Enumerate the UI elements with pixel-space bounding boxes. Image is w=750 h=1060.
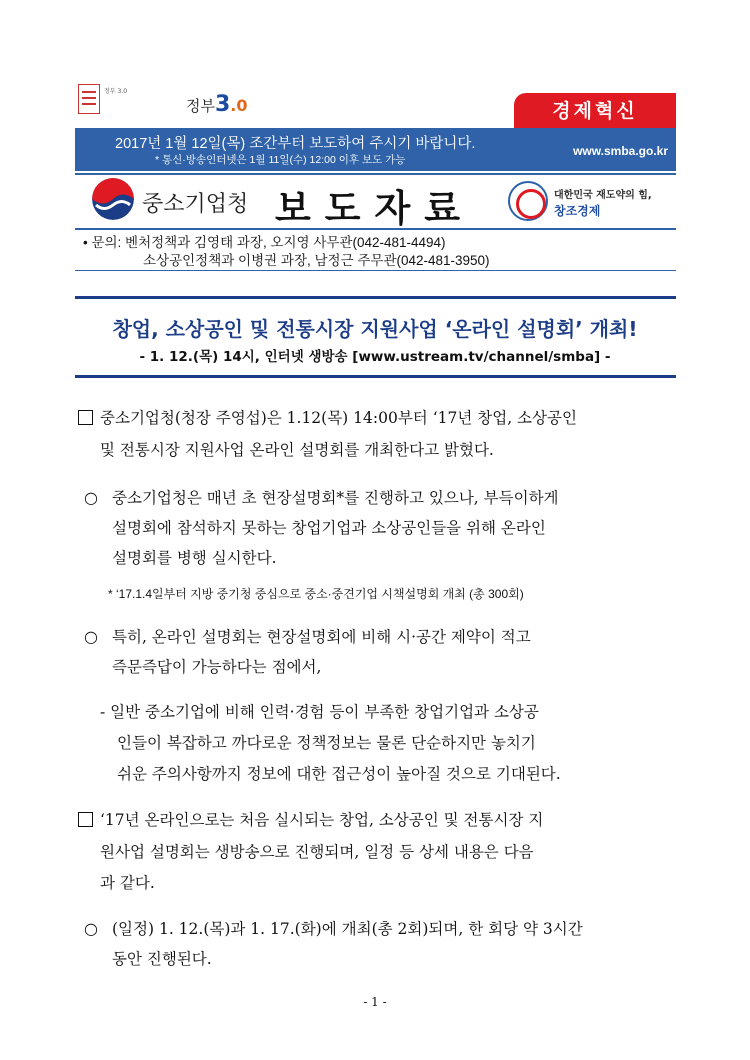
checkbox-bullet-icon (78, 410, 93, 425)
circle-bullet-icon: ○ (84, 627, 98, 646)
divider (75, 228, 676, 230)
circle-bullet-icon: ○ (84, 488, 98, 507)
paragraph-line: 인들이 복잡하고 까다로운 정책정보는 물론 단순하지만 놓치기 (117, 734, 536, 752)
gov30-logo: 정부3.0 (186, 92, 248, 117)
creative-economy-emblem-icon (508, 181, 548, 221)
paragraph-line: 설명회를 병행 실시한다. (112, 549, 277, 567)
divider (75, 270, 676, 271)
paragraph-line: ‘17년 온라인으로는 처음 실시되는 창업, 소상공인 및 전통시장 지 (100, 811, 544, 829)
page-number: - 1 - (363, 995, 387, 1009)
contact-line1: • 문의: 벤처정책과 김영태 과장, 오지영 사무관(042-481-4494) (83, 235, 446, 250)
paragraph-line: 및 전통시장 지원사업 온라인 설명회를 개최한다고 밝혔다. (100, 441, 494, 459)
embargo-note-text: * 통신·방송인터넷은 1월 11일(수) 12:00 이후 보도 가능 (155, 154, 406, 166)
agency-name: 중소기업청 (142, 192, 249, 217)
paragraph-line: 즉문즉답이 가능하다는 점에서, (112, 658, 322, 676)
headline-rule-top (75, 296, 676, 299)
circle-bullet-icon: ○ (84, 919, 98, 938)
paragraph-line: 중소기업청(청장 주영섭)은 1.12(목) 14:00부터 ‘17년 창업, 소상공인 (100, 409, 577, 427)
paragraph-line: 설명회에 참석하지 못하는 창업기업과 소상공인들을 위해 온라인 (112, 519, 546, 537)
headline-rule-bottom (75, 375, 676, 378)
checkbox-bullet-icon (78, 812, 93, 827)
category-badge: 경제혁신 (514, 93, 676, 128)
paragraph-line: 원사업 설명회는 생방송으로 진행되며, 일정 등 상세 내용은 다음 (100, 843, 534, 861)
website-url[interactable]: www.smba.go.kr (573, 144, 668, 158)
slogan-line1: 대한민국 재도약의 힘, (554, 190, 652, 201)
paragraph-line: - 일반 중소기업에 비해 인력·경험 등이 부족한 창업기업과 소상공 (100, 703, 539, 721)
subheadline: - 1. 12.(목) 14시, 인터넷 생방송 [www.ustream.tv/channel/smba] - (139, 349, 611, 365)
embargo-bar (75, 128, 676, 171)
paragraph-line: 동안 진행된다. (112, 950, 212, 968)
embargo-main-text: 2017년 1월 12일(목) 조간부터 보도하여 주시기 바랍니다. (115, 136, 476, 152)
footnote: * ‘17.1.4일부터 지방 중기청 중심으로 중소·중견기업 시책설명회 개최 (총 300회) (108, 587, 524, 601)
paragraph-line: 중소기업청은 매년 초 현장설명회*를 진행하고 있으나, 부득이하게 (112, 489, 559, 507)
government-logos (78, 84, 278, 122)
paragraph-line: 과 같다. (100, 874, 155, 892)
paragraph-line: 쉬운 주의사항까지 정보에 대한 접근성이 높아질 것으로 기대된다. (117, 765, 561, 783)
agency-emblem-icon (92, 178, 134, 220)
press-release-title: 보도자료 (275, 187, 474, 230)
divider (75, 173, 676, 175)
headline: 창업, 소상공인 및 전통시장 지원사업 ‘온라인 설명회’ 개최! (112, 317, 638, 341)
government-emblem-icon (78, 84, 100, 114)
gov30-caption: 정부 3.0 (104, 88, 128, 95)
paragraph-line: (일정) 1. 12.(목)과 1. 17.(화)에 개최(총 2회)되며, 한 회당 약 3시간 (112, 920, 583, 938)
slogan-line2: 창조경제 (554, 204, 601, 218)
contact-line2: 소상공인정책과 이병권 과장, 남정근 주무관(042-481-3950) (143, 253, 490, 268)
paragraph-line: 특히, 온라인 설명회는 현장설명회에 비해 시·공간 제약이 적고 (112, 628, 531, 646)
